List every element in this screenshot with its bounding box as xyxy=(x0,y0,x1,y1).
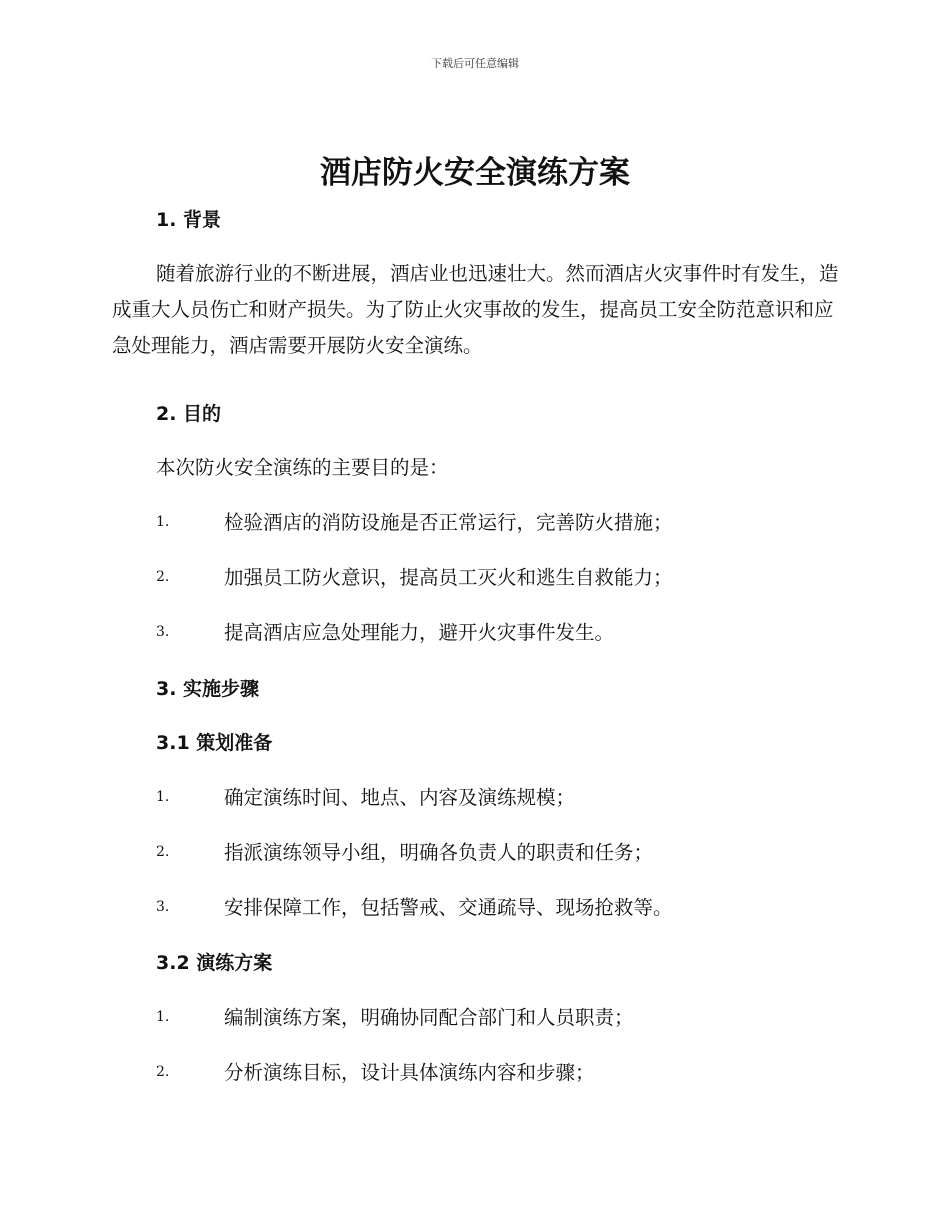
list-item-text: 加强员工防火意识，提高员工灭火和逃生自救能力； xyxy=(224,566,673,589)
list-item-number: 2. xyxy=(156,569,170,585)
list-item-number: 3. xyxy=(156,624,170,640)
list-item-text: 指派演练领导小组，明确各负责人的职责和任务； xyxy=(224,841,654,864)
list-item-text: 检验酒店的消防设施是否正常运行，完善防火措施； xyxy=(224,511,673,534)
subsection-heading-planning: 3.1 策划准备 xyxy=(156,732,273,754)
document-title: 酒店防火安全演练方案 xyxy=(320,155,630,191)
list-item-number: 1. xyxy=(156,514,170,530)
list-item-text: 编制演练方案，明确协同配合部门和人员职责； xyxy=(224,1006,634,1029)
list-item-text: 分析演练目标，设计具体演练内容和步骤； xyxy=(224,1061,595,1084)
header-note: 下载后可任意编辑 xyxy=(431,57,519,70)
list-item-text: 安排保障工作，包括警戒、交通疏导、现场抢救等。 xyxy=(224,896,673,919)
section-heading-purpose: 2. 目的 xyxy=(156,403,222,425)
list-item-text: 确定演练时间、地点、内容及演练规模； xyxy=(224,786,576,809)
purpose-intro: 本次防火安全演练的主要目的是： xyxy=(156,456,449,479)
list-item-number: 1. xyxy=(156,1009,170,1025)
list-item-number: 1. xyxy=(156,789,170,805)
background-paragraph: 随着旅游行业的不断进展，酒店业也迅速壮大。然而酒店火灾事件时有发生，造成重大人员伤亡和财产损失。为了防止火灾事故的发生，提高员工安全防范意识和应急处理能力，酒店需要开展防火安全演练。 xyxy=(112,262,839,357)
section-heading-background: 1. 背景 xyxy=(156,209,222,231)
section-heading-steps: 3. 实施步骤 xyxy=(156,678,260,700)
list-item-number: 2. xyxy=(156,844,170,860)
subsection-heading-drill-plan: 3.2 演练方案 xyxy=(156,952,273,974)
list-item-number: 3. xyxy=(156,899,170,915)
list-item-number: 2. xyxy=(156,1064,170,1080)
list-item-text: 提高酒店应急处理能力，避开火灾事件发生。 xyxy=(224,621,615,644)
